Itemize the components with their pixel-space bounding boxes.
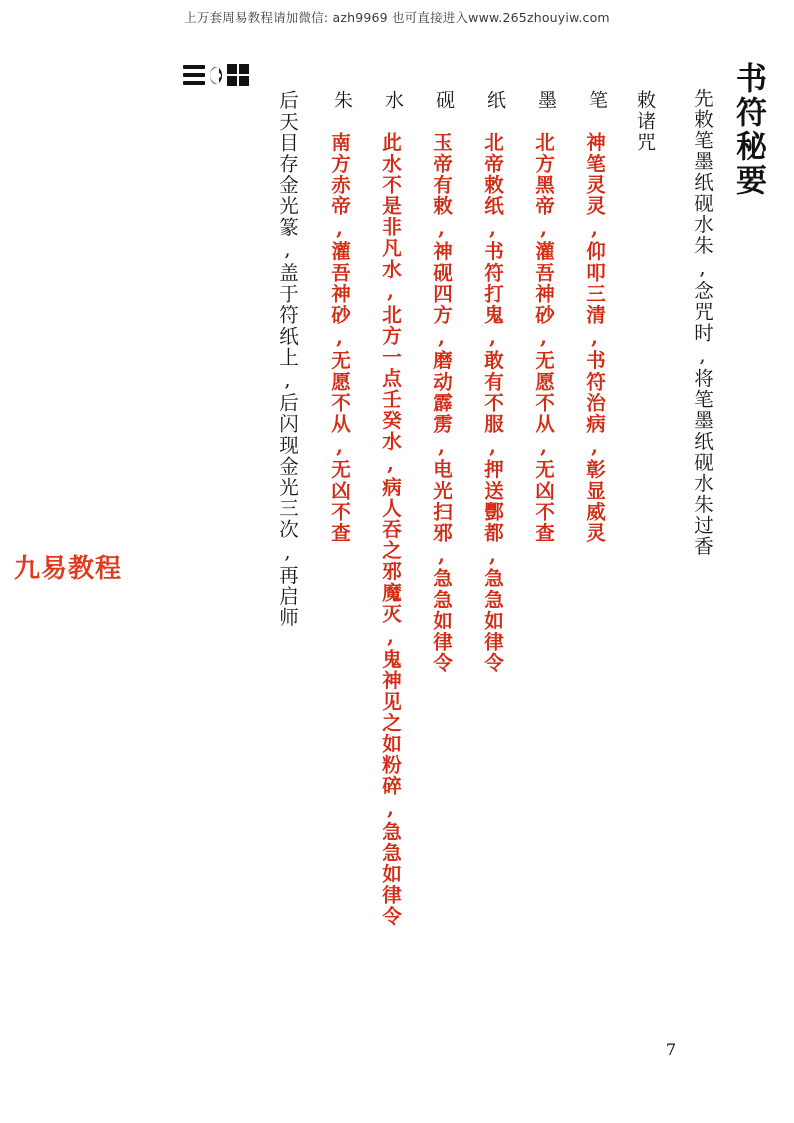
- hamburger-bars-icon: [183, 65, 205, 85]
- taiji-yinyang-icon: [210, 67, 222, 84]
- item-text-bi: 神笔灵灵,仰叩三清,书符治病,彰显威灵: [583, 132, 606, 544]
- item-label-zhu: 朱: [331, 90, 353, 111]
- item-label-zhi: 纸: [484, 90, 506, 111]
- page-content: [0, 40, 794, 1080]
- section-heading: 敕诸咒: [634, 90, 656, 153]
- intro-paragraph: 先敕笔墨纸砚水朱,念咒时,将笔墨纸砚水朱过香: [691, 88, 714, 557]
- item-text-shui: 此水不是非凡水,北方一点壬癸水,病人吞之邪魔灭,鬼神见之如粉碎,急急如律令: [379, 132, 402, 927]
- item-text-yan: 玉帝有敕,神砚四方,磨动霹雳,电光扫邪,急急如律令: [430, 132, 453, 674]
- item-label-yan: 砚: [433, 90, 455, 111]
- item-text-mo: 北方黑帝,灌吾神砂,无愿不从,无凶不查: [532, 132, 555, 544]
- page-title: 书符秘要: [730, 62, 766, 198]
- brand-watermark: 九易教程: [14, 554, 123, 584]
- four-square-grid-icon: [227, 64, 249, 86]
- item-label-mo: 墨: [535, 90, 557, 111]
- decorative-icon-row: [183, 62, 249, 88]
- item-label-bi: 笔: [586, 90, 608, 111]
- site-watermark-banner: 上万套周易教程请加微信: azh9969 也可直接进入www.265zhouyiw.com: [184, 10, 610, 25]
- page-number: 7: [665, 1040, 676, 1059]
- item-label-shui: 水: [382, 90, 404, 111]
- closing-paragraph: 后天目存金光篆,盖于符纸上,后闪现金光三次,再启师: [276, 90, 299, 628]
- item-text-zhi: 北帝敕纸,书符打鬼,敢有不服,押送酆都,急急如律令: [481, 132, 504, 674]
- item-text-zhu: 南方赤帝,灌吾神砂,无愿不从,无凶不查: [328, 132, 351, 544]
